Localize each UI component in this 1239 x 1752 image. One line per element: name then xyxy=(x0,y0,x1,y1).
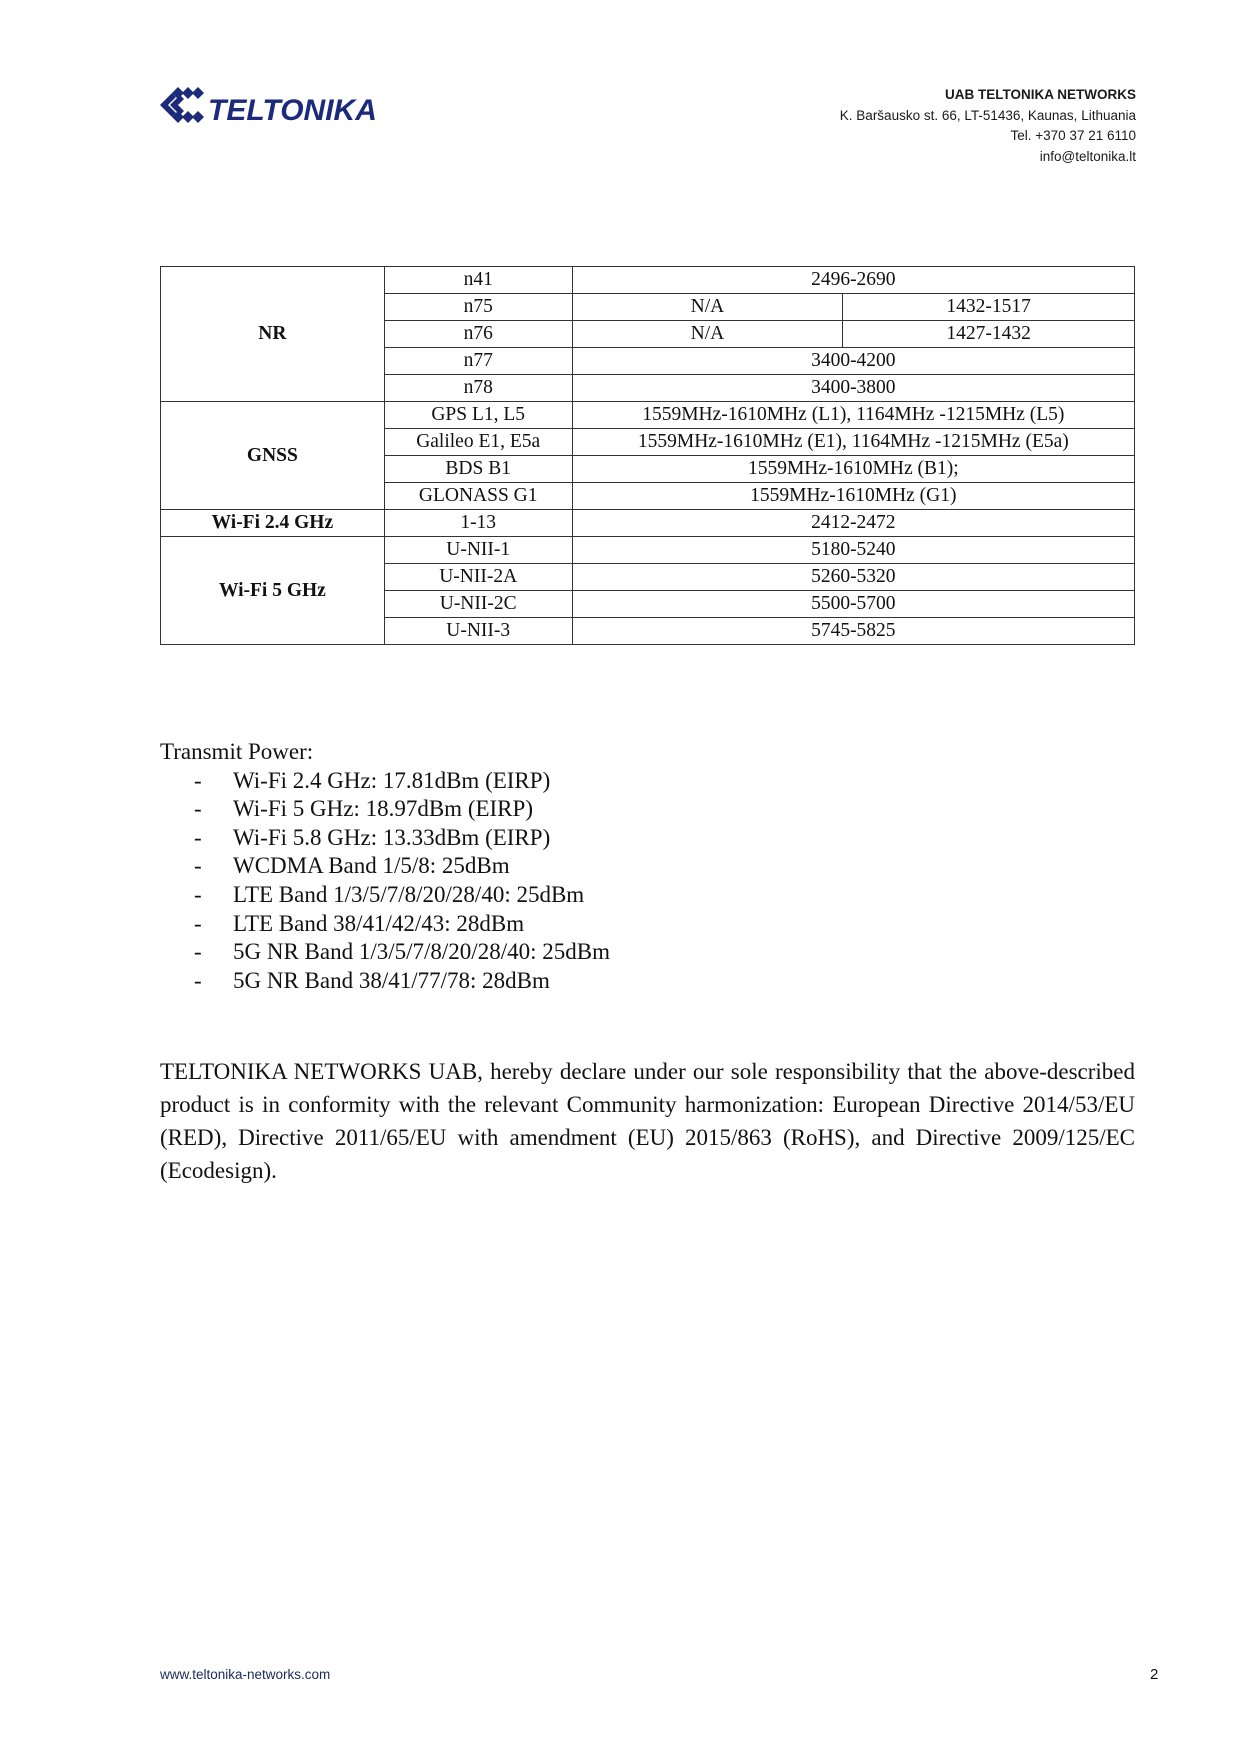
list-item xyxy=(160,938,610,967)
group-gnss: GNSS xyxy=(161,402,385,510)
bullet-dash: - xyxy=(194,910,202,936)
logo-diamonds-icon xyxy=(160,82,410,132)
table-row xyxy=(161,510,1135,537)
list-item xyxy=(160,910,610,939)
band-cell: GPS L1, L5 xyxy=(384,402,572,429)
bullet-dash: - xyxy=(194,796,202,822)
teltonika-logo xyxy=(160,82,410,132)
band-cell: n76 xyxy=(384,321,572,348)
band-cell: n41 xyxy=(384,267,572,294)
band-cell: n77 xyxy=(384,348,572,375)
bullet-dash: - xyxy=(194,967,202,993)
frequency-cell: 5500-5700 xyxy=(572,591,1134,618)
list-item-text: WCDMA Band 1/5/8: 25dBm xyxy=(233,853,510,879)
band-cell: n78 xyxy=(384,375,572,402)
frequency-cell: 1559MHz-1610MHz (G1) xyxy=(572,483,1134,510)
company-phone: Tel. +370 37 21 6110 xyxy=(1010,128,1136,143)
list-item-text: Wi-Fi 2.4 GHz: 17.81dBm (EIRP) xyxy=(233,767,551,793)
table-row xyxy=(161,537,1135,564)
band-cell: n75 xyxy=(384,294,572,321)
list-item-text: Wi-Fi 5.8 GHz: 13.33dBm (EIRP) xyxy=(233,824,551,850)
company-info xyxy=(840,85,1136,167)
company-address: K. Baršausko st. 66, LT-51436, Kaunas, Lithuania xyxy=(839,107,1136,123)
list-item-text: LTE Band 38/41/42/43: 28dBm xyxy=(233,910,525,936)
transmit-power-list xyxy=(160,767,610,996)
band-cell: Galileo E1, E5a xyxy=(384,429,572,456)
list-item xyxy=(160,767,610,796)
bullet-dash: - xyxy=(194,824,202,850)
band-cell: 1-13 xyxy=(384,510,572,537)
frequency-cell-a: N/A xyxy=(572,294,843,321)
list-item xyxy=(160,824,610,853)
band-cell: U-NII-3 xyxy=(384,618,572,645)
frequency-cell: 1559MHz-1610MHz (B1); xyxy=(572,456,1134,483)
declaration-paragraph: TELTONIKA NETWORKS UAB, hereby declare under our sole responsibility that the above-described product is in conformity with the relevant Community harmonization: European Directive 2014/53/EU (RED), Directive 2011/65/EU with amendment (EU) 2015/863 (RoHS), and Directive 2009/125/EC (Ecodesign). xyxy=(160,1059,1135,1183)
frequency-cell: 5260-5320 xyxy=(572,564,1134,591)
band-cell: U-NII-1 xyxy=(384,537,572,564)
frequency-cell: 3400-4200 xyxy=(572,348,1134,375)
footer-website-link[interactable]: www.teltonika-networks.com xyxy=(160,1667,331,1682)
frequency-cell: 3400-3800 xyxy=(572,375,1134,402)
bullet-dash: - xyxy=(194,767,202,793)
group-wifi-24: Wi-Fi 2.4 GHz xyxy=(161,510,385,537)
frequency-bands-table xyxy=(160,266,1135,645)
transmit-power-section xyxy=(160,738,610,995)
frequency-cell-b: 1432-1517 xyxy=(843,294,1135,321)
list-item xyxy=(160,852,610,881)
frequency-cell: 1559MHz-1610MHz (E1), 1164MHz -1215MHz (E5a) xyxy=(572,429,1134,456)
bullet-dash: - xyxy=(194,853,202,879)
bullet-dash: - xyxy=(194,881,202,907)
frequency-cell: 2496-2690 xyxy=(572,267,1134,294)
frequency-cell: 1559MHz-1610MHz (L1), 1164MHz -1215MHz (L5) xyxy=(572,402,1134,429)
table-row xyxy=(161,402,1135,429)
band-cell: U-NII-2A xyxy=(384,564,572,591)
logo-text: TELTONIKA xyxy=(208,94,377,127)
group-nr: NR xyxy=(161,267,385,402)
page-number: 2 xyxy=(1150,1666,1159,1683)
transmit-power-title: Transmit Power: xyxy=(160,739,314,764)
list-item xyxy=(160,795,610,824)
frequency-cell-b: 1427-1432 xyxy=(843,321,1135,348)
list-item xyxy=(160,881,610,910)
group-wifi-5: Wi-Fi 5 GHz xyxy=(161,537,385,645)
frequency-cell-a: N/A xyxy=(572,321,843,348)
list-item-text: 5G NR Band 1/3/5/7/8/20/28/40: 25dBm xyxy=(233,939,610,965)
list-item-text: Wi-Fi 5 GHz: 18.97dBm (EIRP) xyxy=(233,796,533,822)
frequency-cell: 2412-2472 xyxy=(572,510,1134,537)
list-item xyxy=(160,967,610,996)
band-cell: U-NII-2C xyxy=(384,591,572,618)
company-email[interactable]: info@teltonika.lt xyxy=(1039,148,1136,164)
list-item-text: 5G NR Band 38/41/77/78: 28dBm xyxy=(233,967,550,993)
band-cell: BDS B1 xyxy=(384,456,572,483)
frequency-cell: 5745-5825 xyxy=(572,618,1134,645)
bullet-dash: - xyxy=(194,939,202,965)
table-row xyxy=(161,267,1135,294)
list-item-text: LTE Band 1/3/5/7/8/20/28/40: 25dBm xyxy=(233,881,585,907)
band-cell: GLONASS G1 xyxy=(384,483,572,510)
company-name: UAB TELTONIKA NETWORKS xyxy=(945,87,1136,102)
frequency-cell: 5180-5240 xyxy=(572,537,1134,564)
